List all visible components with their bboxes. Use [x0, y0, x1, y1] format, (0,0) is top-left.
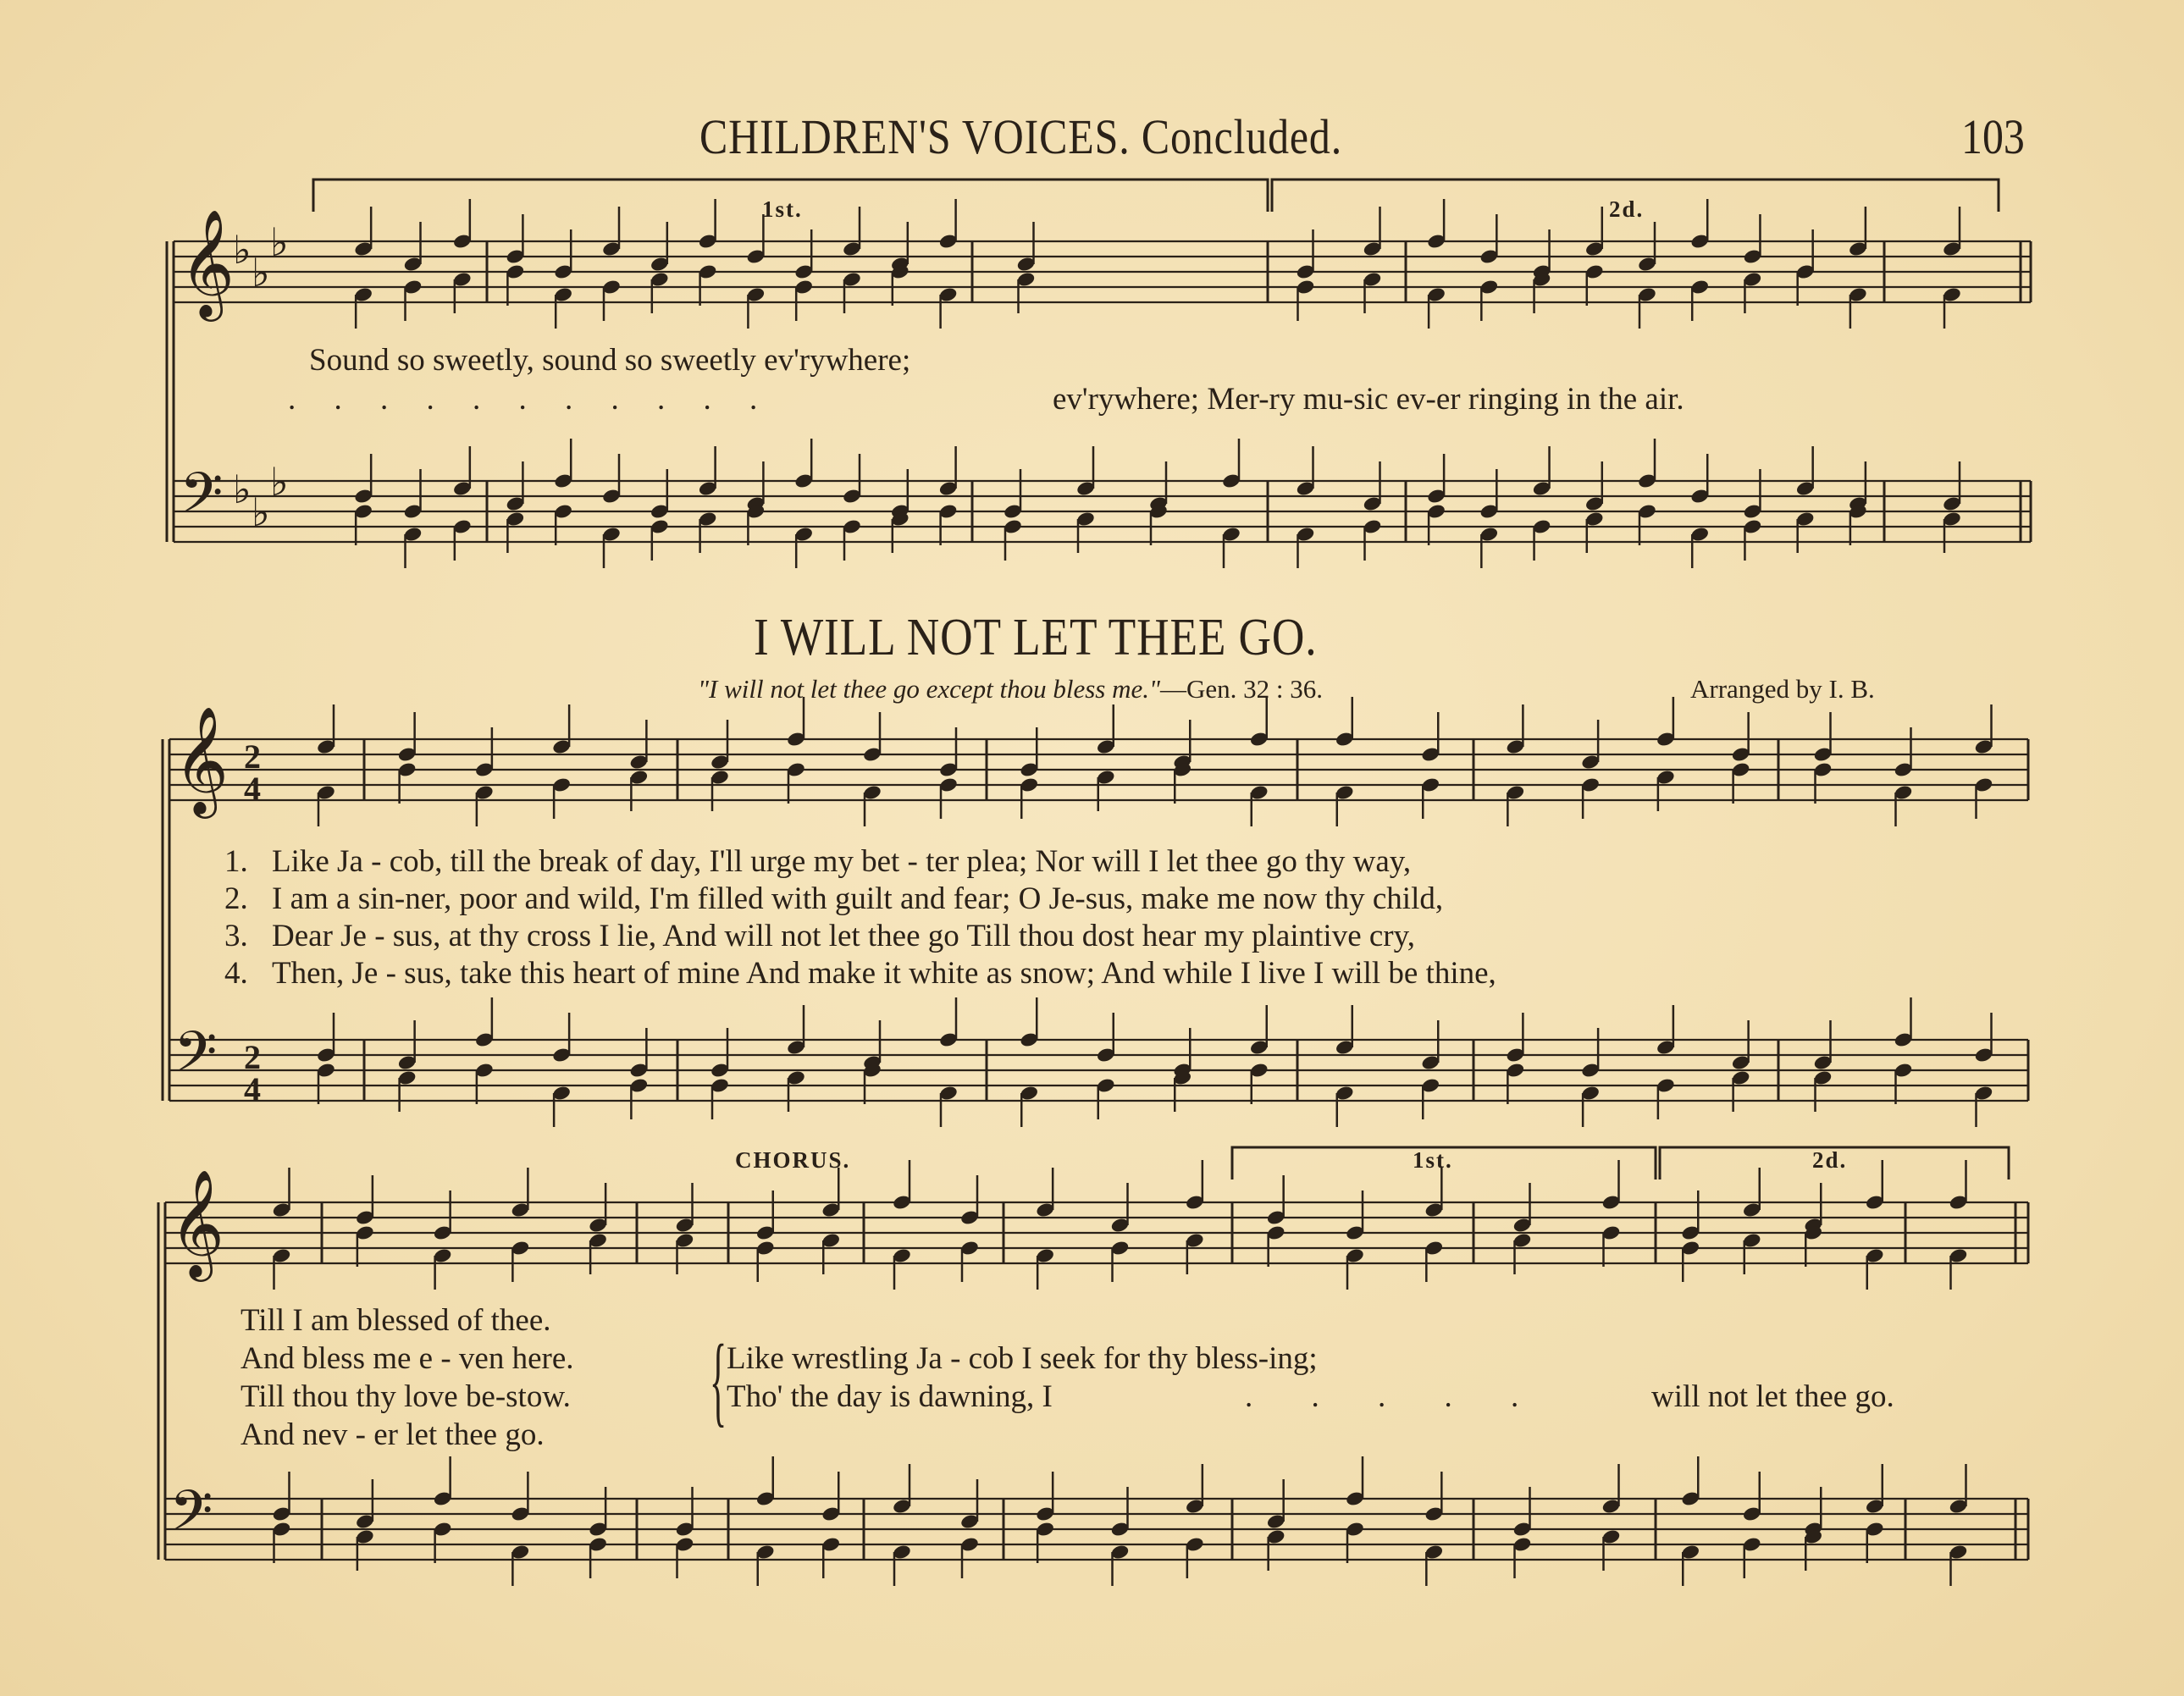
- verse-text: Like Ja - cob, till the break of day, I'll urge my bet - ter plea; Nor will I let thee go thy way,: [272, 844, 1412, 879]
- chorus-dots: . . . . .: [1245, 1379, 1545, 1414]
- verse-line: [224, 955, 1496, 992]
- flat-sign: ♭: [270, 219, 289, 265]
- verse-text: Dear Je - sus, at thy cross I lie, And will not let thee go Till thou dost hear my plaintive cry,: [272, 919, 1415, 953]
- second-ending-label: 2d.: [1812, 1147, 1848, 1173]
- chorus-lyric: Like wrestling Ja - cob I seek for thy bless-ing;: [727, 1341, 1318, 1376]
- epigraph-reference: —Gen. 32 : 36.: [1160, 674, 1324, 704]
- first-ending-label: 1st.: [762, 196, 803, 222]
- verse-ending: And nev - er let thee go.: [241, 1417, 545, 1452]
- verse-ending: Till I am blessed of thee.: [241, 1303, 551, 1338]
- lyric-dots: . . . . . . . . . . .: [288, 382, 773, 417]
- time-signature-top: 2: [244, 738, 261, 776]
- lyric-line-bottom: ev'rywhere; Mer-ry mu-sic ev-er ringing in the air.: [1053, 382, 1684, 417]
- chorus-label: CHORUS.: [735, 1147, 851, 1173]
- treble-clef: 𝄞: [180, 208, 235, 317]
- flat-sign: ♭: [233, 467, 252, 512]
- flat-sign: ♭: [270, 459, 289, 505]
- verse-ending: And bless me e - ven here.: [241, 1341, 574, 1376]
- lyric-line-top: Sound so sweetly, sound so sweetly ev'rywhere;: [309, 343, 911, 378]
- verse-number: 2.: [224, 881, 248, 916]
- verse-ending: Till thou thy love be-stow.: [241, 1379, 571, 1414]
- verse-text: I am a sin-ner, poor and wild, I'm filled with guilt and fear; O Je-sus, make me now thy child,: [272, 881, 1444, 916]
- time-signature-bottom: 4: [244, 770, 261, 808]
- epigraph-quote: "I will not let thee go except thou bless me.": [698, 674, 1161, 704]
- chorus-lyric: Tho' the day is dawning, I: [727, 1379, 1053, 1414]
- verse-text: Then, Je - sus, take this heart of mine And make it white as snow; And while I live I will be thine,: [272, 956, 1496, 991]
- second-ending-label: 2d.: [1609, 196, 1645, 222]
- brace: {: [710, 1323, 727, 1436]
- bass-clef: 𝄢: [180, 461, 224, 539]
- treble-clef: 𝄞: [169, 1168, 225, 1277]
- song-title: I WILL NOT LET THEE GO.: [754, 609, 1318, 666]
- time-signature-bottom: 4: [244, 1070, 261, 1108]
- treble-clef: 𝄞: [174, 705, 229, 814]
- epigraph: [698, 674, 1323, 704]
- chorus-lyric: will not let thee go.: [1651, 1379, 1894, 1414]
- verse-line: [224, 843, 1411, 880]
- verse-number: 4.: [224, 956, 248, 991]
- arranger-credit: Arranged by I. B.: [1690, 674, 1875, 704]
- flat-sign: ♭: [233, 227, 252, 273]
- time-signature-top: 2: [244, 1038, 261, 1076]
- first-ending-label: 1st.: [1413, 1147, 1453, 1173]
- verse-line: [224, 881, 1443, 917]
- running-header: CHILDREN'S VOICES. Concluded.: [699, 109, 1343, 164]
- verse-line: [224, 918, 1415, 954]
- bass-clef: 𝄢: [174, 1019, 218, 1098]
- flat-sign: ♭: [252, 489, 270, 535]
- verse-number: 1.: [224, 844, 248, 879]
- flat-sign: ♭: [252, 250, 270, 296]
- bass-clef: 𝄢: [169, 1478, 213, 1557]
- page-number: 103: [1961, 109, 2025, 164]
- verse-number: 3.: [224, 919, 248, 953]
